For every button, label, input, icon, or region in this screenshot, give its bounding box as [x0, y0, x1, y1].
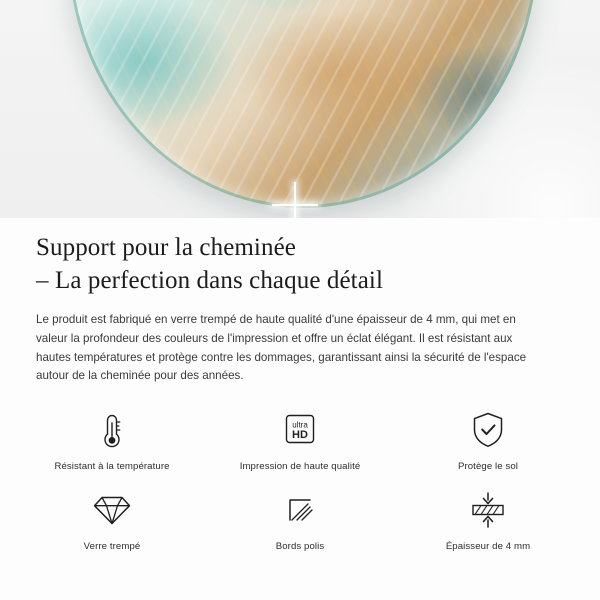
feature-grid: [0, 408, 600, 552]
thickness-arrows-icon: [467, 488, 509, 532]
description-paragraph: Le produit est fabriqué en verre trempé de haute qualité d'une épaisseur de 4 mm, qui met en valeur la profondeur des couleurs de l'impression et offre un éclat élégant. Il est résistant aux hautes températures et protège contre les dommages, garantissant ainsi la sécurité de l'espace autour de la cheminée pour des années.: [36, 313, 527, 383]
feature-label: Épaisseur de 4 mm: [445, 541, 531, 553]
shield-check-icon: [470, 408, 506, 452]
feature-item-floor-protection: [394, 408, 582, 472]
feature-label: Verre trempé: [83, 541, 141, 553]
thermometer-icon: [97, 408, 127, 452]
polished-edges-icon: [282, 488, 318, 532]
feature-item-polished-edges: [206, 488, 394, 552]
title-line-1: Support pour la cheminée: [36, 234, 296, 261]
hero-image: [0, 0, 600, 218]
diamond-icon: [91, 488, 133, 532]
feature-label: Résistant à la température: [54, 461, 170, 473]
svg-text:HD: HD: [292, 429, 308, 442]
page-title: [36, 232, 564, 297]
title-line-2: – La perfection dans chaque détail: [36, 266, 383, 294]
ultra-hd-icon: [281, 408, 319, 452]
feature-item-print-quality: [206, 408, 394, 472]
feature-label: Impression de haute qualité: [239, 461, 361, 473]
feature-item-temperature: [18, 408, 206, 472]
feature-label: Bords polis: [275, 541, 325, 553]
svg-text:ultra: ultra: [292, 420, 308, 430]
glass-plate-product-image: [68, 0, 538, 208]
text-content: [0, 218, 600, 386]
feature-item-tempered-glass: [18, 488, 206, 552]
feature-item-thickness: [394, 488, 582, 552]
feature-label: Protège le sol: [457, 461, 519, 473]
